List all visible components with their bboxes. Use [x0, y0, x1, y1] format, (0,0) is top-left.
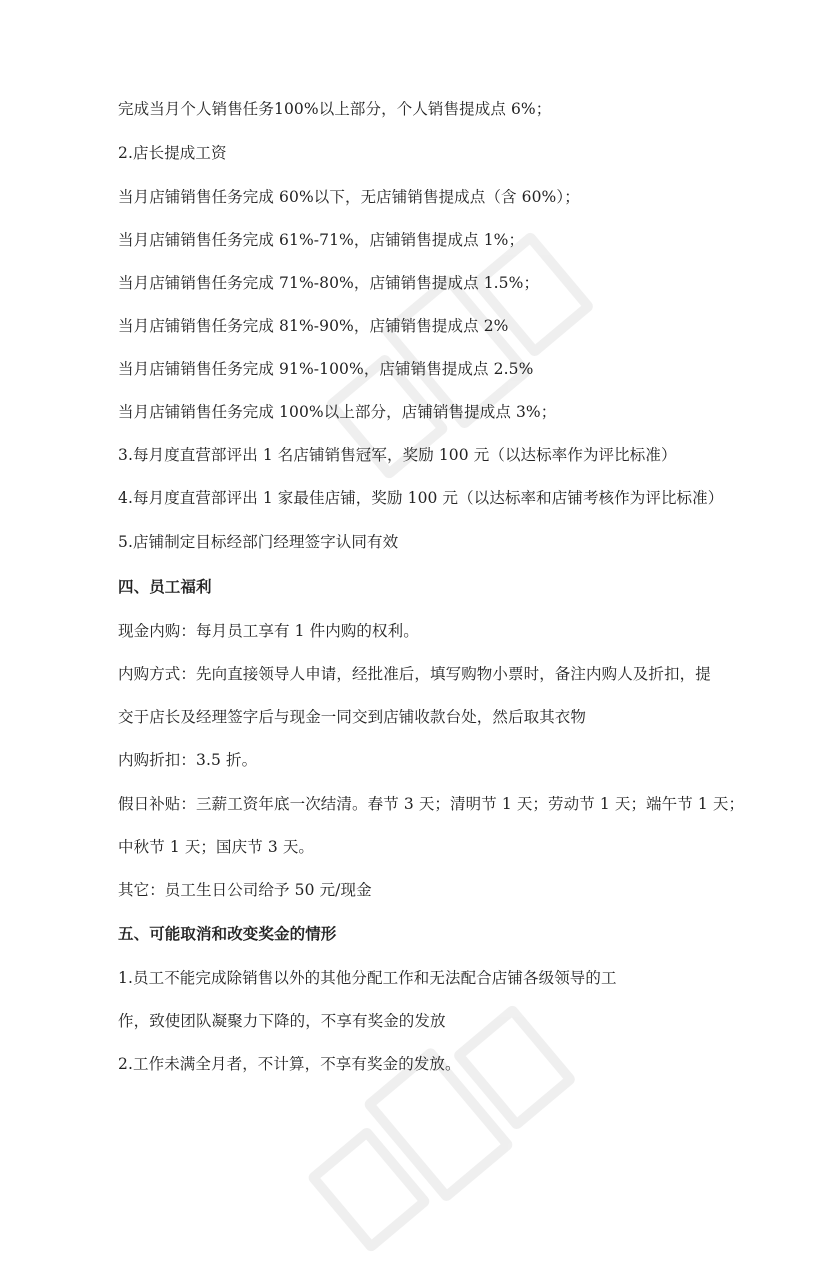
- watermark-icon: [280, 953, 619, 1276]
- paragraph-line: 其它：员工生日公司给予 50 元/现金: [118, 881, 372, 899]
- paragraph-line: 现金内购：每月员工享有 1 件内购的权利。: [118, 622, 419, 640]
- paragraph-line: 作，致使团队凝聚力下降的，不享有奖金的发放: [118, 1012, 446, 1030]
- paragraph-line: 当月店铺销售任务完成 91%-100%，店铺销售提成点 2.5%: [118, 360, 534, 378]
- paragraph-line: 完成当月个人销售任务100%以上部分，个人销售提成点 6%；: [118, 100, 552, 118]
- paragraph-line: 4.每月度直营部评出 1 家最佳店铺，奖励 100 元（以达标率和店铺考核作为评比标准）: [118, 489, 724, 507]
- paragraph-line: 当月店铺销售任务完成 71%-80%，店铺销售提成点 1.5%；: [118, 274, 540, 292]
- paragraph-line: 假日补贴：三薪工资年底一次结清。春节 3 天；清明节 1 天；劳动节 1 天；端午节 1 天；: [118, 795, 745, 813]
- paragraph-line: 2.店长提成工资: [118, 144, 227, 162]
- section-heading: 四、员工福利: [118, 577, 212, 596]
- paragraph-line: 交于店长及经理签字后与现金一同交到店铺收款台处，然后取其衣物: [118, 708, 587, 726]
- paragraph-line: 内购方式：先向直接领导人申请，经批准后，填写购物小票时，备注内购人及折扣，提: [118, 665, 711, 683]
- paragraph-line: 当月店铺销售任务完成 60%以下，无店铺销售提成点（含 60%）；: [118, 188, 580, 206]
- paragraph-line: 1.员工不能完成除销售以外的其他分配工作和无法配合店铺各级领导的工: [118, 969, 617, 987]
- paragraph-line: 当月店铺销售任务完成 81%-90%，店铺销售提成点 2%: [118, 317, 509, 335]
- paragraph-line: 当月店铺销售任务完成 100%以上部分，店铺销售提成点 3%；: [118, 403, 557, 421]
- paragraph-line: 内购折扣：3.5 折。: [118, 751, 258, 769]
- paragraph-line: 5.店铺制定目标经部门经理签字认同有效: [118, 533, 399, 551]
- paragraph-line: 中秋节 1 天；国庆节 3 天。: [118, 838, 315, 856]
- paragraph-line: 当月店铺销售任务完成 61%-71%，店铺销售提成点 1%；: [118, 231, 525, 249]
- section-heading: 五、可能取消和改变奖金的情形: [118, 924, 337, 943]
- paragraph-line: 2.工作未满全月者，不计算，不享有奖金的发放。: [118, 1055, 461, 1073]
- paragraph-line: 3.每月度直营部评出 1 名店铺销售冠军，奖励 100 元（以达标率作为评比标准）: [118, 446, 677, 464]
